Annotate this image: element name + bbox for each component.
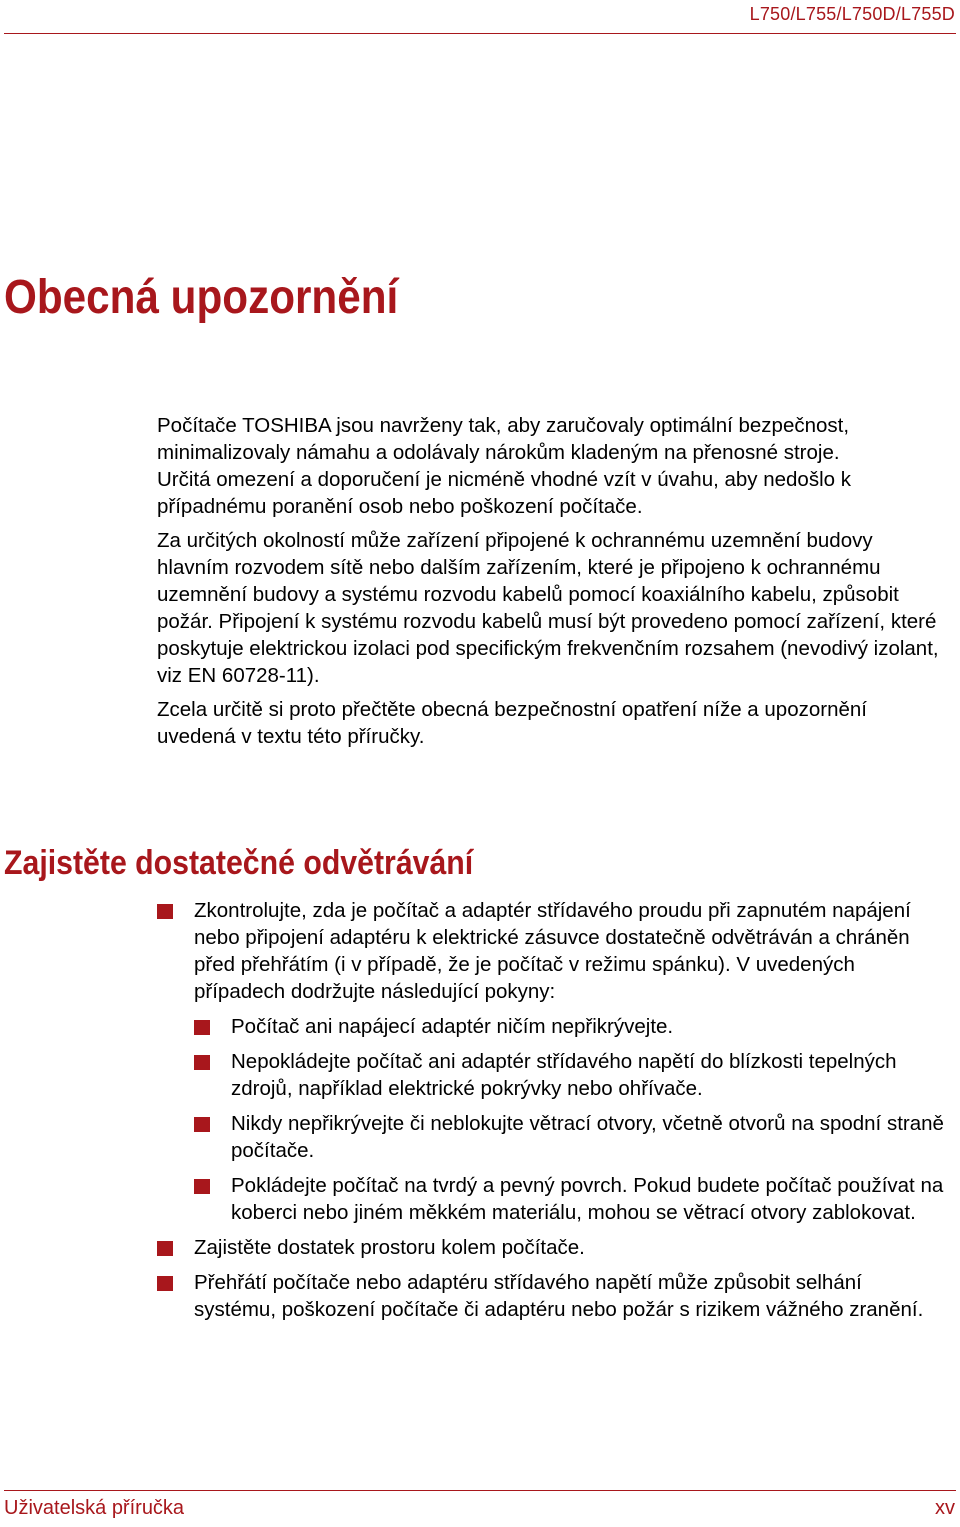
footer-manual-title: Uživatelská příručka (4, 1497, 185, 1519)
ventilation-list (157, 897, 947, 1331)
list-item-text: Zajistěte dostatek prostoru kolem počítače. (194, 1236, 585, 1259)
sublist-item-text: Nikdy nepřikrývejte či neblokujte větrací otvory, včetně otvorů na spodní straně počítače. (231, 1112, 944, 1162)
header-model-title: L750/L755/L750D/L755D (749, 4, 955, 24)
square-bullet-icon (157, 904, 173, 919)
list-item (157, 1269, 947, 1323)
square-bullet-icon (157, 1241, 173, 1256)
square-bullet-icon (194, 1020, 210, 1035)
list-item-text: Zkontrolujte, zda je počítač a adaptér střídavého proudu při zapnutém napájení nebo připojení adaptéru k elektrické zásuvce dostatečně odvětráván a chráněn před přehřátím (i v případě, že je počítač v režimu spánku). V uvedených případech dodržujte následující pokyny: (194, 899, 911, 1003)
list-item (157, 1234, 947, 1261)
square-bullet-icon (157, 1276, 173, 1291)
intro-paragraph: Počítače TOSHIBA jsou navrženy tak, aby zaručovaly optimální bezpečnost, minimalizovaly námahu a odolávaly nárokům kladeným na přenosné stroje. Určitá omezení a doporučení je nicméně vhodné vzít v úvahu, aby nedošlo k případnému poranění osob nebo poškození počítače. (157, 414, 851, 518)
header-divider (4, 33, 956, 34)
sublist-item (194, 1172, 947, 1226)
intro-paragraph: Zcela určitě si proto přečtěte obecná bezpečnostní opatření níže a upozornění uvedená v textu této příručky. (157, 698, 867, 748)
section-title: Zajistěte dostatečné odvětrávání (4, 844, 474, 882)
list-item-text: Přehřátí počítače nebo adaptéru střídavého napětí může způsobit selhání systému, poškození počítače či adaptéru nebo požár s rizikem vážného zranění. (194, 1271, 924, 1321)
list-item (157, 897, 947, 1226)
square-bullet-icon (194, 1179, 210, 1194)
sublist-item (194, 1013, 947, 1040)
square-bullet-icon (194, 1117, 210, 1132)
sublist-item-text: Nepokládejte počítač ani adaptér střídavého napětí do blízkosti tepelných zdrojů, například elektrické pokrývky nebo ohřívače. (231, 1050, 897, 1100)
square-bullet-icon (194, 1055, 210, 1070)
sublist-item-text: Pokládejte počítač na tvrdý a pevný povrch. Pokud budete počítač používat na koberci nebo jiném měkkém materiálu, mohou se větrací otvory zablokovat. (231, 1174, 944, 1224)
intro-text (157, 412, 947, 757)
sublist-item (194, 1110, 947, 1164)
footer-divider (4, 1490, 956, 1491)
intro-paragraph: Za určitých okolností může zařízení připojené k ochrannému uzemnění budovy hlavním rozvodem sítě nebo dalším zařízením, které je připojeno k ochrannému uzemnění budovy a systému rozvodu kabelů pomocí koaxiálního kabelu, způsobit požár. Připojení k systému rozvodu kabelů musí být provedeno pomocí zařízení, které poskytuje elektrickou izolaci pod specifickým frekvenčním rozsahem (nevodivý izolant, viz EN 60728-11). (157, 529, 939, 687)
page-title: Obecná upozornění (4, 271, 399, 324)
sublist-item-text: Počítač ani napájecí adaptér ničím nepřikrývejte. (231, 1015, 674, 1038)
ventilation-sublist (194, 1013, 947, 1226)
sublist-item (194, 1048, 947, 1102)
footer-page-number: xv (935, 1497, 955, 1519)
